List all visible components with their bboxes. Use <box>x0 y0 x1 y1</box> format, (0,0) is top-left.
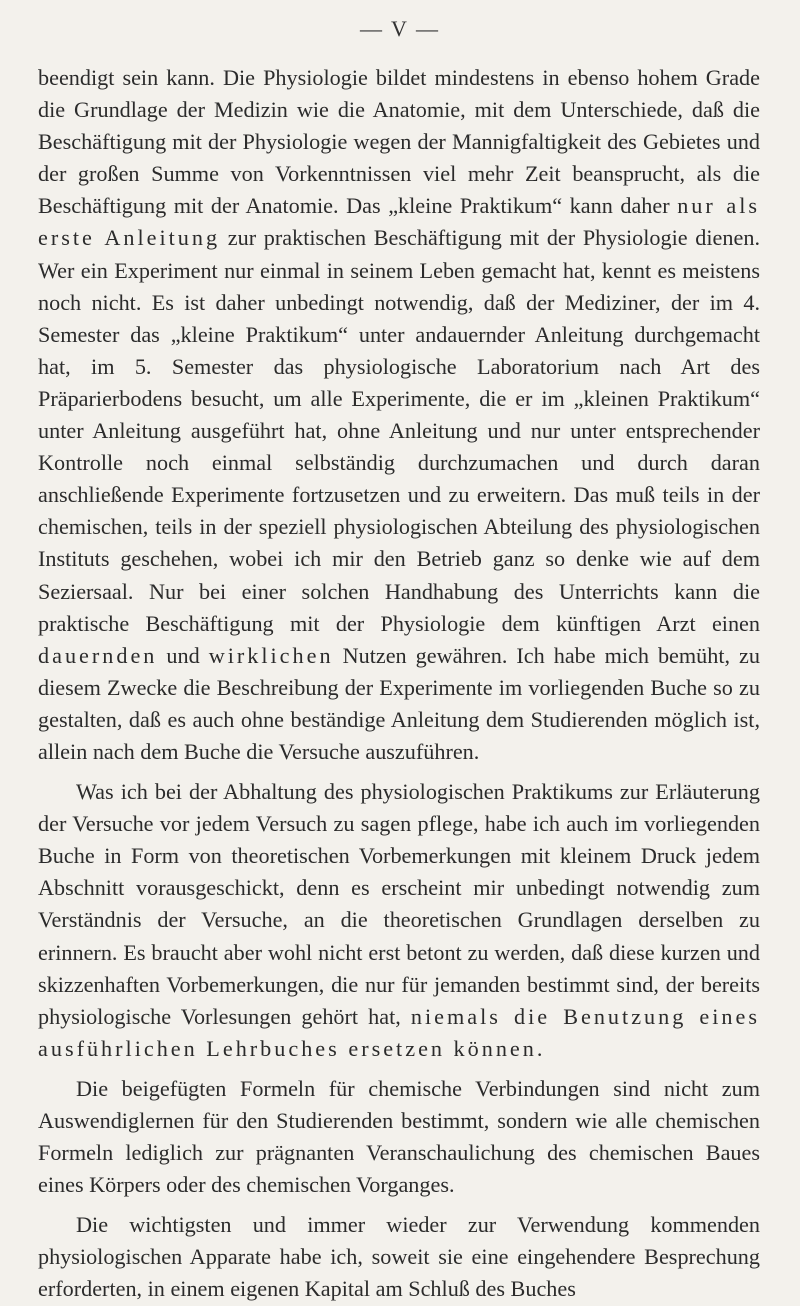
paragraph-3 <box>38 1073 760 1201</box>
text-segment: Was ich bei der Abhaltung des physiologischen Praktikums zur Erläuterung der Versuche vor jedem Versuch zu sagen pflege, habe ich auch im vorliegenden Buche in Form von theoretischen Vorbemerkungen mit kleinem Druck jedem Abschnitt vorausgeschickt, denn es erscheint mir unbedingt notwendig zum Verständnis der Versuche, an die theoretischen Grundlagen derselben zu erinnern. Es braucht aber wohl nicht erst betont zu werden, daß diese kurzen und skizzenhaften Vorbemerkungen, die nur für jemanden bestimmt sind, der bereits physiologische Vorlesungen gehört hat, <box>38 779 760 1029</box>
body-text <box>38 62 760 1306</box>
page-number-header: — V — <box>359 16 441 41</box>
spaced-emphasis: nur als erste Anleitung <box>38 193 760 251</box>
text-segment: zur praktischen Beschäftigung mit der Physiologie dienen. Wer ein Experiment nur einmal in seinem Leben gemacht hat, kennt es meistens noch nicht. Es ist daher unbedingt notwendig, daß der Mediziner, der im 4. Semester das „kleine Praktikum“ unter andauernder Anleitung durchgemacht hat, im 5. Semester das physiologische Laboratorium nach Art des Präparierbodens besucht, um alle Experimente, die er im „kleinen Praktikum“ unter Anleitung ausgeführt hat, ohne Anleitung und nur unter entsprechender Kontrolle noch einmal selbständig durchzumachen und durch daran anschließende Experimente fortzusetzen und zu erweitern. Das muß teils in der chemischen, teils in der speziell physiologischen Abteilung des physiologischen Instituts geschehen, wobei ich mir den Betrieb ganz so denke wie auf dem Seziersaal. Nur bei einer solchen Handhabung des Unterrichts kann die praktische Beschäftigung mit der Physiologie dem künftigen Arzt einen <box>38 225 760 636</box>
text-segment: beendigt sein kann. Die Physiologie bildet mindestens in ebenso hohem Grade die Grundlage der Medizin wie die Anatomie, mit dem Unterschiede, daß die Beschäftigung mit der Physiologie wegen der Mannigfaltigkeit des Gebietes und der großen Summe von Vorkenntnissen viel mehr Zeit beansprucht, als die Beschäftigung mit der Anatomie. Das „kleine Praktikum“ kann daher <box>38 65 760 219</box>
spaced-emphasis: niemals die Benutzung eines ausführlichen Lehrbuches ersetzen können. <box>38 1003 760 1061</box>
text-segment: Die beigefügten Formeln für chemische Verbindungen sind nicht zum Auswendiglernen für den Studierenden bestimmt, sondern wie alle chemischen Formeln lediglich zur prägnanten Veranschaulichung des chemischen Baues eines Körpers oder des chemischen Vorganges. <box>38 1075 760 1198</box>
paragraph-1 <box>38 62 760 768</box>
spaced-emphasis: wirklichen <box>208 642 334 668</box>
text-segment: Nutzen gewähren. Ich habe mich bemüht, zu diesem Zwecke die Beschreibung der Experimente im vorliegenden Buche so zu gestalten, daß es auch ohne beständige Anleitung dem Studierenden möglich ist, allein nach dem Buche die Versuche auszuführen. <box>38 642 761 764</box>
text-segment: und <box>157 642 209 668</box>
paragraph-2 <box>38 776 760 1065</box>
text-segment: Die wichtigsten und immer wieder zur Verwendung kommenden physiologischen Apparate habe ich, soweit sie eine eingehendere Besprechung erforderten, in einem eigenen Kapital am Schluß des Buches <box>38 1212 760 1302</box>
paragraph-4 <box>38 1209 760 1305</box>
spaced-emphasis: dauernden <box>38 642 158 668</box>
